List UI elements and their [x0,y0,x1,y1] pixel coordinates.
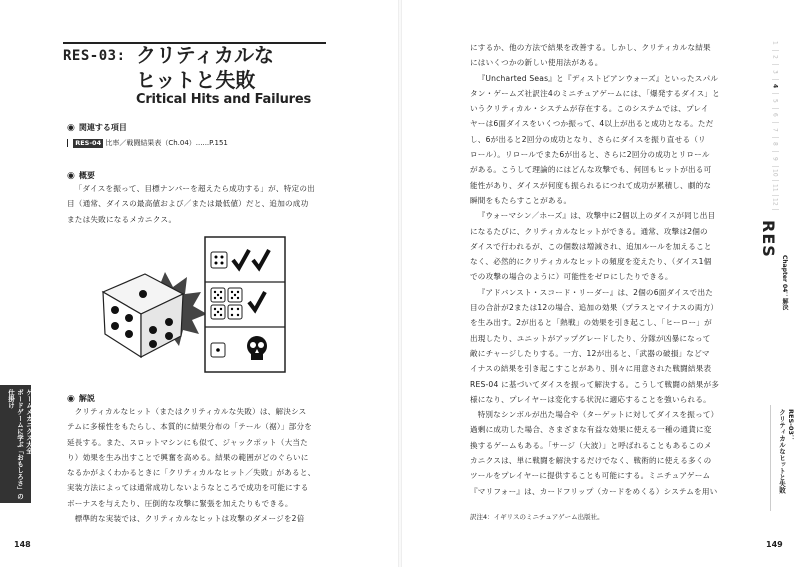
section-title-tab [770,405,800,511]
chapter-index-item: 9 [772,152,779,167]
body-line: いうクリティカル・システムが存在する。このシステムでは、プレイ [470,104,709,114]
body-line: にするか、他の方法で結果を改善する。しかし、クリティカルな結果 [470,43,711,52]
body-line: 様になり、プレイヤーは変化する状況に適応することを強いられる。 [470,394,711,404]
bullet-icon: ◉ [67,171,75,181]
related-item[interactable] [67,138,228,148]
page-title [136,43,336,93]
body-line: 『ウォーマシン／ホーズ』は、攻撃中に2個以上のダイスが同じ出目 [477,211,716,221]
result-card-icon [205,237,285,372]
related-text: 比率／戦闘結果表（Ch.04）......P.151 [105,139,228,147]
body-line: 瞬間をもたらすことがある。 [470,195,572,205]
body-line: ツールをプレイヤーに提供することも可能にする。ミニチュアゲーム [470,471,711,481]
commentary-line: り）効果を生み出すことで興奮を高める。結果の範囲がどのぐらいに [67,452,309,462]
body-line: を生み出す。2が出ると「熱戦」の効果を引き起こし、「ヒーロー」が [470,318,712,328]
body-line: RES-04 に基づいてダイスを振って解決する。こうして戦闘の結果が多 [470,379,720,389]
body-line: 『Uncharted Seas』と『ディストピアンウォーズ』といったスパル [477,73,719,83]
chapter-index-item: 10 [772,167,779,182]
chapter-index [763,36,787,210]
chapter-index-item: 8 [772,138,779,153]
body-line: ダイスで行われるが、この個数は増減され、追加ルールを加えること [470,241,712,251]
page-number-right: 149 [766,540,783,549]
body-line: 『アドバンスト・スコード・リーダー』は、2個の6面ダイスで出た [477,287,714,297]
related-heading: ◉ 関連する項目 [67,123,127,133]
body-line: 能性があり、ダイスが何度も振られるにつれて成功が累積し、劇的な [470,180,712,190]
commentary-line: 延長する。また、スロットマシンにも似て、ジャックポット（大当た [67,437,308,447]
body-line: になるたびに、クリティカルなヒットができる。通常、攻撃は2個の [470,226,708,236]
body-line: ヤーは6面ダイスをいくつか振って、4以上が出ると成功となる。ただ [470,119,714,129]
chapter-index-item: 7 [772,123,779,138]
body-line: 出現したり、ユニットがアップグレードしたり、分隊が凶暴になって [470,333,711,343]
body-line: 目の合計が2または12の場合、追加の効果（プラスとマイナスの両方） [470,303,719,313]
related-code-badge: RES-04 [75,139,102,147]
body-line: カニクスは、単に戦闘を解決するだけでなく、戦術的に使える多くの [470,456,712,466]
dice-illustration [95,232,295,377]
body-line: し、6が出ると2回分の成功となり、さらにダイスを振り直せる（リ [470,134,706,144]
body-line: 『マリフォー』は、カードフリップ（カードをめくる）システムを用い [470,486,718,496]
book-title-tab [0,385,31,503]
res-label: RES [759,220,778,258]
right-page [400,0,800,567]
body-line: がある。こうして理論的にはどんな攻撃でも、何回もヒットが出る可 [470,165,712,175]
english-title: Critical Hits and Failures [136,92,312,107]
body-line: なく、必然的にクリティカルなヒットの頻度を変えたり、（ダイス1個 [470,257,712,267]
commentary-line: 実装方法によっては通常成功しないようなところで成功を可能にする [67,483,309,493]
right-body [470,40,760,499]
chapter-index-item: 12 [772,196,779,211]
title-line-1: クリティカルな [136,43,274,67]
overview-body [67,181,332,227]
body-line: 過剰に成功した場合、さまざまな有益な効果に使える一種の通貨に変 [470,425,712,435]
body-line: イナスの結果を引き起こすことがあり、別々に用意された戦闘結果表 [470,364,712,374]
overview-heading: ◉ 概要 [67,171,95,181]
title-line-2: ヒットと失敗 [136,68,256,92]
chapter-label: Chapter 04：解決 [781,255,788,311]
body-line: 換するゲームもある。「サージ（大波）」と呼ばれることもあるこのメ [470,440,712,450]
divider-bar [67,139,68,147]
commentary-line: 標準的な実装では、クリティカルなヒットは攻撃のダメージを2倍 [74,514,305,524]
body-line: での攻撃の場合のように）可能性をゼロにしたりできる。 [470,272,673,282]
commentary-line: なるかがよくわかるときに「クリティカルなヒット／失敗」があると、 [67,468,316,478]
commentary-body [67,404,342,526]
chapter-index-item: 4 [772,80,779,95]
bullet-icon: ◉ [67,123,75,133]
section-tab-code: RES-03： [787,409,795,442]
commentary-heading: ◉ 解説 [67,394,95,404]
commentary-line: ボーナスを与えたり、圧倒的な攻撃に緊張を加えたりもできる。 [67,498,293,508]
section-code: RES-03: [63,48,126,64]
book-title: ゲームメカニクス大全 [25,389,33,454]
commentary-line: クリティカルなヒット（またはクリティカルな失敗）は、解決シス [74,407,307,416]
chapter-index-item: 2 [772,51,779,66]
body-line: タン・ゲームズ社訳注4のミニチュアゲームには、「爆発するダイス」と [470,88,720,98]
body-line: 特別なシンボルが出た場合や（ターゲットに対してダイスを振って） [477,410,719,420]
chapter-index-item: 3 [772,65,779,80]
body-line: ロール）。リロールでまた6が出ると、さらに2回分の成功とリロール [470,150,710,160]
book-subtitle: ボードゲームに学ぶ「おもしろさ」の仕掛け [7,389,24,500]
body-line: 敵にチャージしたりする。一方、12が出ると、「武器の破損」などマ [470,348,710,358]
commentary-line: テムに多様性をもたらし、本質的に結果分布の「テール（裾）」部分を [67,422,313,432]
chapter-index-item: 5 [772,94,779,109]
page-number-left: 148 [14,540,31,549]
overview-line: または失敗になるメカニクス。 [67,214,177,224]
chapter-index-item: 1 [772,36,779,51]
overview-line: 目（通常、ダイスの最高値および／または最低値）だと、追加の成功 [67,199,309,209]
overview-line: 「ダイスを振って、目標ナンバーを超えたら成功する」が、特定の出 [74,184,315,193]
chapter-index-item: 6 [772,109,779,124]
body-line: にはいくつかの新しい使用法がある。 [470,58,603,68]
chapter-index-item: 11 [772,181,779,196]
section-tab-title: クリティカルなヒットと失敗 [778,409,786,494]
bullet-icon: ◉ [67,394,75,404]
footnote: 訳注4：イギリスのミニチュアゲーム出版社。 [470,513,604,521]
